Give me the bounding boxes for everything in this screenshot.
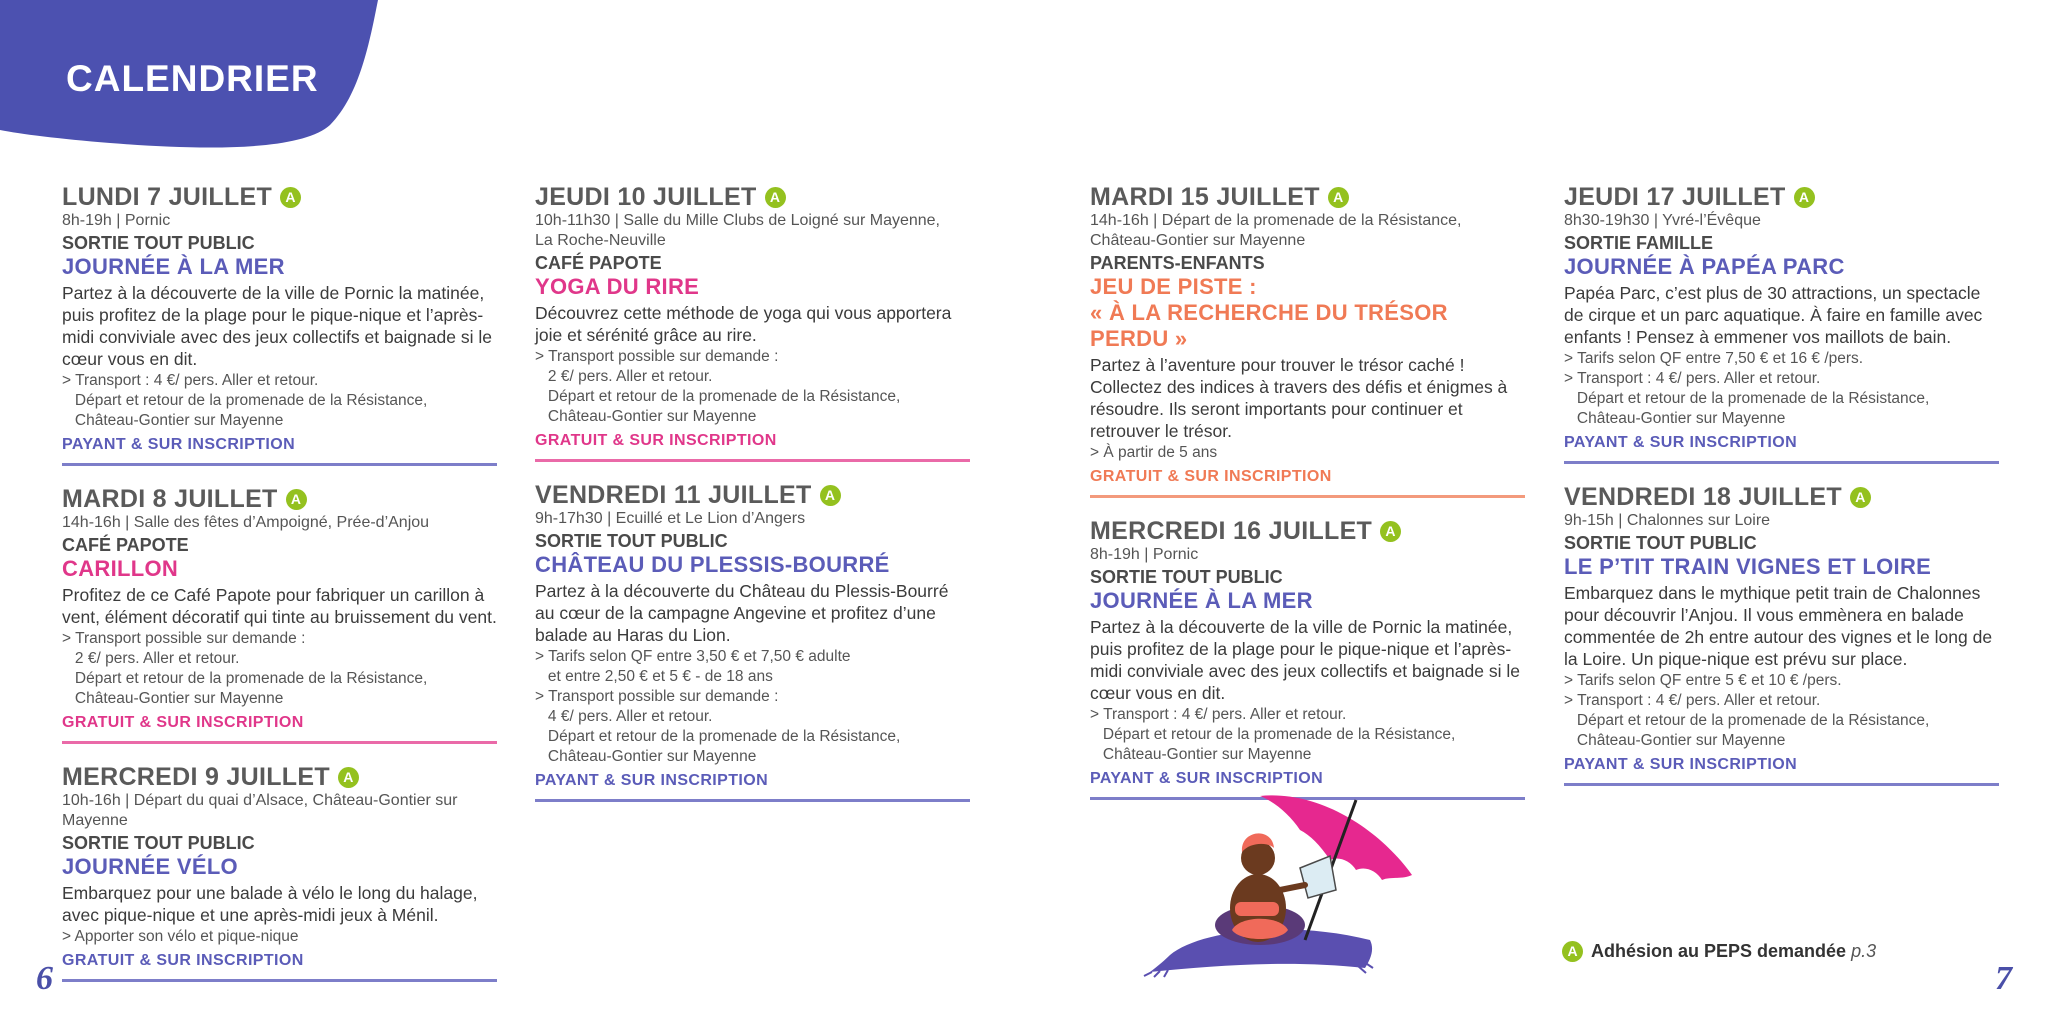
event-detail-line: Départ et retour de la promenade de la Résistance,: [1564, 390, 1930, 407]
event-category: PARENTS-ENFANTS: [1090, 253, 1265, 273]
event-detail-line: Départ et retour de la promenade de la Résistance,: [535, 728, 901, 745]
event-description: Partez à la découverte de la ville de Pornic la matinée, puis profitez de la plage pour le pique-nique et l’après-midi conviviale avec des jeux collectifs et baignade si le cœur vous en dit.: [62, 283, 492, 369]
event-title: « À LA RECHERCHE DU TRÉSOR PERDU »: [1090, 300, 1448, 351]
event-detail-line: Départ et retour de la promenade de la Résistance,: [1090, 726, 1456, 743]
event-detail-line: > Transport possible sur demande :: [62, 630, 306, 647]
event-date-text: VENDREDI 11 JUILLET: [535, 481, 812, 509]
event-date: [1090, 183, 1525, 211]
event-fee: PAYANT & SUR INSCRIPTION: [1090, 770, 1324, 787]
event-category: SORTIE FAMILLE: [1564, 233, 1714, 253]
event-details: [535, 347, 970, 427]
event-detail-line: > Transport : 4 €/ pers. Aller et retour.: [1564, 370, 1821, 387]
event-time-location: Château-Gontier sur Mayenne: [1090, 232, 1306, 249]
event-detail-line: Départ et retour de la promenade de la Résistance,: [62, 392, 428, 409]
calendar-column-1: [62, 183, 497, 1001]
event-description: Partez à la découverte du Château du Plessis-Bourré au cœur de la campagne Angevine et profitez d’une balade au Haras du Lion.: [535, 581, 949, 645]
event-card: [62, 183, 497, 466]
event-detail-line: Départ et retour de la promenade de la Résistance,: [62, 670, 428, 687]
event-divider: [535, 459, 970, 462]
calendar-column-4: [1564, 183, 1999, 805]
legend-text: [1591, 941, 1876, 962]
event-card: [1564, 483, 1999, 786]
event-detail-line: > À partir de 5 ans: [1090, 444, 1218, 461]
event-card: [1090, 517, 1525, 800]
event-title: CARILLON: [62, 556, 179, 581]
event-detail-line: Château-Gontier sur Mayenne: [62, 690, 284, 707]
event-detail-line: Château-Gontier sur Mayenne: [535, 408, 757, 425]
event-title: JOURNÉE VÉLO: [62, 854, 238, 879]
event-date-text: JEUDI 10 JUILLET: [535, 183, 757, 211]
membership-badge-icon: A: [1794, 187, 1815, 208]
membership-badge-icon: A: [286, 489, 307, 510]
page-title: CALENDRIER: [66, 58, 319, 99]
event-fee: PAYANT & SUR INSCRIPTION: [62, 436, 296, 453]
event-title: JOURNÉE À LA MER: [62, 254, 285, 279]
event-description: Partez à la découverte de la ville de Pornic la matinée, puis profitez de la plage pour le pique-nique et l’après-midi conviviale avec des jeux collectifs et baignade si le cœur vous en dit.: [1090, 617, 1520, 703]
event-date: [62, 183, 497, 211]
membership-badge-icon: A: [820, 485, 841, 506]
event-time-location: 9h-15h | Chalonnes sur Loire: [1564, 512, 1771, 529]
event-fee: GRATUIT & SUR INSCRIPTION: [535, 432, 777, 449]
event-details: [1090, 705, 1525, 765]
event-date: [62, 485, 497, 513]
event-time-location: La Roche-Neuville: [535, 232, 666, 249]
event-category: SORTIE TOUT PUBLIC: [535, 531, 728, 551]
event-detail-line: Départ et retour de la promenade de la Résistance,: [535, 388, 901, 405]
event-detail-line: > Transport possible sur demande :: [535, 348, 779, 365]
event-card: [62, 485, 497, 744]
event-divider: [1564, 783, 1999, 786]
event-time-location: 10h-16h | Départ du quai d’Alsace, Château-Gontier sur Mayenne: [62, 792, 458, 829]
event-date-text: MERCREDI 9 JUILLET: [62, 763, 330, 791]
event-fee: GRATUIT & SUR INSCRIPTION: [1090, 468, 1332, 485]
event-detail-line: > Tarifs selon QF entre 7,50 € et 16 € /pers.: [1564, 350, 1864, 367]
event-card: [1090, 183, 1525, 498]
event-detail-line: 2 €/ pers. Aller et retour.: [62, 650, 240, 667]
event-card: [535, 481, 970, 802]
beach-reader-illustration: [1140, 790, 1440, 980]
event-date-text: VENDREDI 18 JUILLET: [1564, 483, 1842, 511]
event-title: CHÂTEAU DU PLESSIS-BOURRÉ: [535, 552, 890, 577]
event-details: [1564, 349, 1999, 429]
legend-label: Adhésion au PEPS demandée: [1591, 941, 1847, 961]
event-card: [1564, 183, 1999, 464]
event-category: CAFÉ PAPOTE: [535, 253, 662, 273]
event-date: [62, 763, 497, 791]
event-detail-line: Château-Gontier sur Mayenne: [1090, 746, 1312, 763]
event-card: [535, 183, 970, 462]
membership-badge-icon: A: [1328, 187, 1349, 208]
event-date-text: MERCREDI 16 JUILLET: [1090, 517, 1373, 545]
event-divider: [1564, 461, 1999, 464]
legend: [1562, 941, 1876, 962]
event-date: [1090, 517, 1525, 545]
event-date: [535, 183, 970, 211]
event-detail-line: > Transport possible sur demande :: [535, 688, 779, 705]
event-detail-line: > Tarifs selon QF entre 3,50 € et 7,50 € adulte: [535, 648, 851, 665]
event-fee: PAYANT & SUR INSCRIPTION: [1564, 756, 1798, 773]
event-time-location: 14h-16h | Départ de la promenade de la Résistance,: [1090, 212, 1462, 229]
event-detail-line: 2 €/ pers. Aller et retour.: [535, 368, 713, 385]
event-detail-line: Château-Gontier sur Mayenne: [535, 748, 757, 765]
event-title: JOURNÉE À LA MER: [1090, 588, 1313, 613]
event-detail-line: Château-Gontier sur Mayenne: [62, 412, 284, 429]
event-description: Embarquez dans le mythique petit train de Chalonnes pour découvrir l’Anjou. Il vous emmènera en balade commentée de 2h entre autour des vignes et le long de la Loire. Un pique-nique est prévu sur place.: [1564, 583, 1993, 669]
event-detail-line: Château-Gontier sur Mayenne: [1564, 732, 1786, 749]
event-detail-line: et entre 2,50 € et 5 € - de 18 ans: [535, 668, 773, 685]
event-detail-line: 4 €/ pers. Aller et retour.: [535, 708, 713, 725]
event-description: Embarquez pour une balade à vélo le long du halage, avec pique-nique et une après-midi jeux à Ménil.: [62, 883, 478, 925]
event-title: LE P’TIT TRAIN VIGNES ET LOIRE: [1564, 554, 1932, 579]
event-date: [1564, 183, 1999, 211]
event-description: Profitez de ce Café Papote pour fabriquer un carillon à vent, élément décoratif qui tinte au bruissement du vent.: [62, 585, 497, 627]
event-title: JEU DE PISTE :: [1090, 274, 1257, 299]
event-card: [62, 763, 497, 982]
event-details: [62, 629, 497, 709]
membership-badge-icon: A: [765, 187, 786, 208]
event-detail-line: Château-Gontier sur Mayenne: [1564, 410, 1786, 427]
event-category: SORTIE TOUT PUBLIC: [1564, 533, 1757, 553]
membership-badge-icon: A: [1850, 487, 1871, 508]
event-detail-line: > Transport : 4 €/ pers. Aller et retour.: [1090, 706, 1347, 723]
event-category: SORTIE TOUT PUBLIC: [62, 233, 255, 253]
event-divider: [62, 741, 497, 744]
calendar-column-3: [1090, 183, 1525, 819]
event-details: [62, 371, 497, 431]
event-date: [535, 481, 970, 509]
event-date-text: MARDI 15 JUILLET: [1090, 183, 1320, 211]
event-time-location: 8h-19h | Pornic: [1090, 546, 1199, 563]
event-time-location: 14h-16h | Salle des fêtes d’Ampoigné, Prée-d’Anjou: [62, 514, 430, 531]
event-time-location: 9h-17h30 | Ecuillé et Le Lion d’Angers: [535, 510, 806, 527]
calendar-column-2: [535, 183, 970, 821]
event-description: Découvrez cette méthode de yoga qui vous apportera joie et sérénité grâce au rire.: [535, 303, 952, 345]
event-date-text: LUNDI 7 JUILLET: [62, 183, 273, 211]
membership-badge-icon: A: [280, 187, 301, 208]
membership-badge-icon: A: [338, 767, 359, 788]
event-detail-line: > Transport : 4 €/ pers. Aller et retour.: [1564, 692, 1821, 709]
event-description: Partez à l’aventure pour trouver le trésor caché ! Collectez des indices à travers des défis et énigmes à résoudre. Ils seront importants pour continuer et retrouver le trésor.: [1090, 355, 1508, 441]
event-description: Papéa Parc, c’est plus de 30 attractions, un spectacle de cirque et un parc aquatique. À faire en famille avec enfants ! Pensez à emmener vos maillots de bain.: [1564, 283, 1983, 347]
event-detail-line: > Apporter son vélo et pique-nique: [62, 928, 299, 945]
page-number-right: 7: [1995, 960, 2012, 997]
event-time-location: 8h30-19h30 | Yvré-l’Évêque: [1564, 212, 1761, 229]
event-category: CAFÉ PAPOTE: [62, 535, 189, 555]
event-fee: PAYANT & SUR INSCRIPTION: [1564, 434, 1798, 451]
event-date-text: JEUDI 17 JUILLET: [1564, 183, 1786, 211]
event-category: SORTIE TOUT PUBLIC: [62, 833, 255, 853]
membership-badge-icon: A: [1562, 941, 1583, 962]
event-date: [1564, 483, 1999, 511]
event-detail-line: > Tarifs selon QF entre 5 € et 10 € /pers.: [1564, 672, 1842, 689]
page-number-left: 6: [36, 960, 53, 997]
event-fee: GRATUIT & SUR INSCRIPTION: [62, 714, 304, 731]
event-divider: [535, 799, 970, 802]
event-detail-line: Départ et retour de la promenade de la Résistance,: [1564, 712, 1930, 729]
event-divider: [62, 463, 497, 466]
event-details: [535, 647, 970, 767]
event-details: [62, 927, 497, 947]
event-fee: PAYANT & SUR INSCRIPTION: [535, 772, 769, 789]
event-divider: [1090, 495, 1525, 498]
event-detail-line: > Transport : 4 €/ pers. Aller et retour.: [62, 372, 319, 389]
event-time-location: 10h-11h30 | Salle du Mille Clubs de Loigné sur Mayenne,: [535, 212, 940, 229]
event-title: YOGA DU RIRE: [535, 274, 700, 299]
event-date-text: MARDI 8 JUILLET: [62, 485, 278, 513]
event-fee: GRATUIT & SUR INSCRIPTION: [62, 952, 304, 969]
event-time-location: 8h-19h | Pornic: [62, 212, 171, 229]
event-details: [1564, 671, 1999, 751]
event-category: SORTIE TOUT PUBLIC: [1090, 567, 1283, 587]
event-title: JOURNÉE À PAPÉA PARC: [1564, 254, 1845, 279]
legend-page-ref: p.3: [1851, 941, 1877, 961]
membership-badge-icon: A: [1380, 521, 1401, 542]
event-details: [1090, 443, 1525, 463]
event-divider: [62, 979, 497, 982]
